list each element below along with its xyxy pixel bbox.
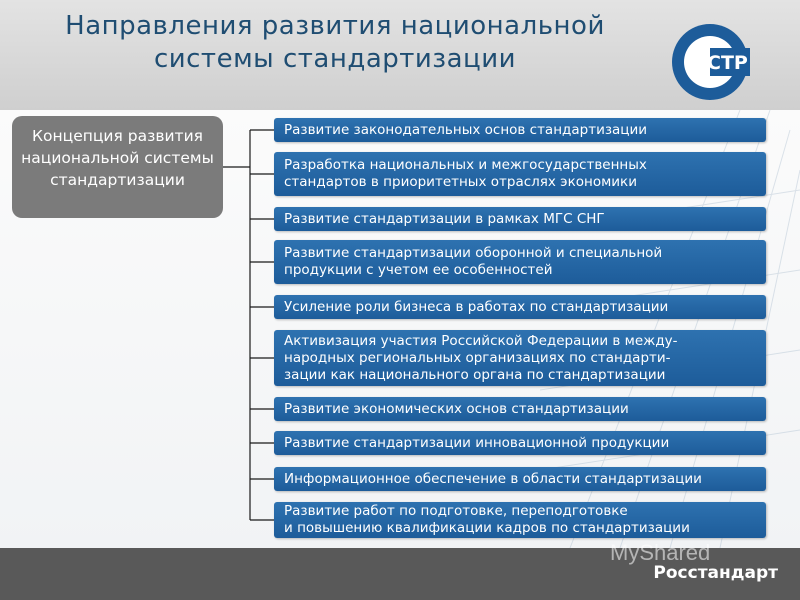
header-band — [0, 0, 800, 110]
slide-title — [30, 10, 640, 76]
direction-item-2: Разработка национальных и межгосударственных стандартов в приоритетных отраслях экономики — [274, 152, 766, 196]
title-line-1: Направления развития национальной — [65, 11, 605, 41]
str-logo — [670, 22, 750, 102]
direction-item-3: Развитие стандартизации в рамках МГС СНГ — [274, 207, 766, 231]
direction-item-10: Развитие работ по подготовке, переподготовке и повышению квалификации кадров по стандартизации — [274, 502, 766, 538]
direction-item-4: Развитие стандартизации оборонной и специальной продукции с учетом ее особенностей — [274, 240, 766, 284]
footer-brand: Росстандарт — [653, 563, 778, 583]
direction-item-5: Усиление роли бизнеса в работах по стандартизации — [274, 295, 766, 319]
direction-item-7: Развитие экономических основ стандартизации — [274, 397, 766, 421]
direction-item-9: Информационное обеспечение в области стандартизации — [274, 467, 766, 491]
direction-item-1: Развитие законодательных основ стандартизации — [274, 118, 766, 142]
title-line-2: системы стандартизации — [153, 44, 517, 74]
direction-item-6: Активизация участия Российской Федерации в между- народных региональных организациях по стандарти- зации как национального органа по стандартизации — [274, 330, 766, 386]
concept-box: Концепция развития национальной системы стандартизации — [12, 116, 223, 218]
direction-item-8: Развитие стандартизации инновационной продукции — [274, 431, 766, 455]
logo-text: СТР — [707, 52, 748, 74]
watermark: MyShared — [610, 540, 711, 565]
